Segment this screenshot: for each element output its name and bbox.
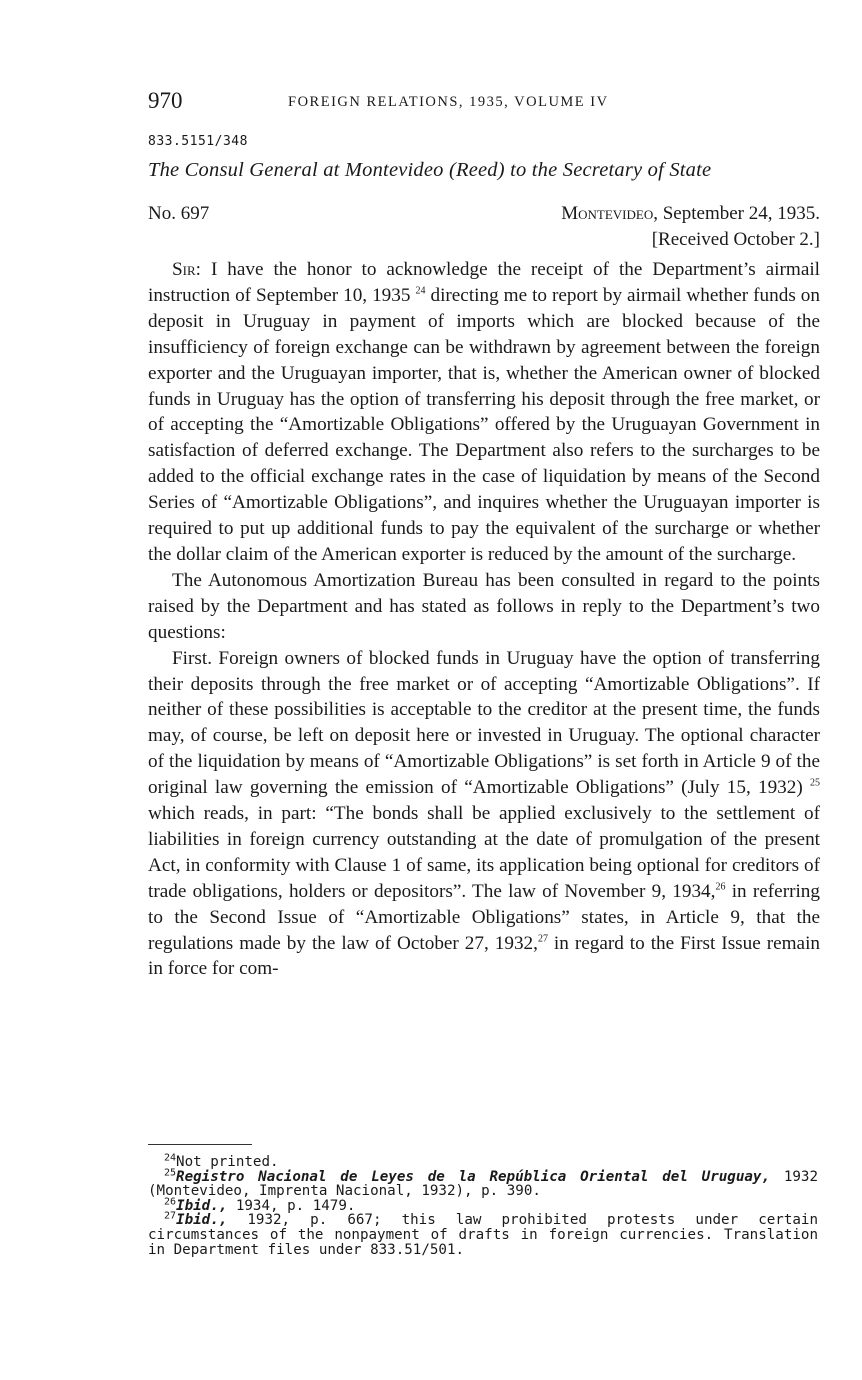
salutation: Sir: xyxy=(172,259,202,280)
page-number: 970 xyxy=(148,88,183,113)
document-title: The Consul General at Montevideo (Reed) to the Secretary of State xyxy=(148,159,712,181)
paragraph-3: First. Foreign owners of blocked funds in Uruguay have the option of transferring their deposits through the free market or of accepting “Amortizable Obligations”. If neither of these possibilities is acceptable to the creditor at the present time, the funds may, of course, be left on deposit here or invested in Uruguay. The optional character of the liquidation by means of “Amortizable Obligations” is set forth in Article 9 of the original law governing the emission of “Amortizable Obligations” (July 15, 1932) $^{25}$ which reads, in part: “The bonds shall be applied exclusively to the settlement of liabilities in foreign currency outstanding at the date of promulgation of the present Act, in conformity with Clause 1 of same, its application being optional for creditors of trade obligations, holders or depositors”. The law of November 9, 1934,26 in referring to the Second Issue of “Amortizable Obligations” states, in Article 9, that the regulations made by the law of October 27, 1932,27 in regard to the First Issue remain in force for com- xyxy=(148,647,820,980)
footnote-27: $^{27}$Ibid., 1932, p. 667; this law prohibited protests under certain circumstances of the nonpayment of drafts in foreign currencies. Translation in Department files under 833.51/501. xyxy=(148,1210,818,1258)
footnote-ref-24: 24 xyxy=(415,285,426,297)
footnote-ref-27: 27 xyxy=(537,933,548,945)
letter-body xyxy=(148,257,820,982)
place: Montevideo xyxy=(561,203,654,224)
paragraph-2: The Autonomous Amortization Bureau has been consulted in regard to the points raised by the Department and has stated as follows in reply to the Department’s two questions: xyxy=(148,569,820,643)
running-head: FOREIGN RELATIONS, 1935, VOLUME IV xyxy=(288,94,609,110)
footnotes xyxy=(148,1152,818,1258)
received-date: [Received October 2.] xyxy=(651,229,820,250)
date: , September 24, 1935. xyxy=(653,203,820,224)
footnote-divider xyxy=(148,1144,252,1145)
page-header xyxy=(148,88,818,118)
footnote-24: $^{24}$Not printed. xyxy=(164,1152,279,1170)
file-number: 833.5151/348 xyxy=(148,134,248,149)
footnote-26: $^{26}$Ibid., 1934, p. 1479. xyxy=(164,1196,356,1214)
place-and-date xyxy=(561,203,820,225)
paragraph-1: Sir: I have the honor to acknowledge the receipt of the Department’s airmail instruction of September 10, 1935 $^{24}$ directing me to report by airmail whether funds on deposit in Uruguay in payment of imports which are blocked because of the insufficiency of foreign exchange can be withdrawn by agreement between the foreign exporter and the Uruguayan importer, that is, whether the American owner of blocked funds in Uruguay has the option of transferring his deposit through the free market, or of accepting the “Amortizable Obligations” offered by the Uruguayan Government in satisfaction of deferred exchange. The Department also refers to the surcharges to be added to the official exchange rates in the case of liquidation by means of the Second Series of “Amortizable Obligations”, and inquires whether the Uruguayan importer is required to put up additional funds to pay the equivalent of the surcharge or whether the dollar claim of the American exporter is reduced by the amount of the surcharge. xyxy=(148,259,820,565)
footnote-25: $^{25}$Registro Nacional de Leyes de la República Oriental del Uruguay, 1932 (Montevideo, Imprenta Nacional, 1932), p. 390. xyxy=(148,1166,818,1200)
footnote-ref-25: 25 xyxy=(810,777,820,789)
footnote-ref-26: 26 xyxy=(715,881,726,893)
document-number: No. 697 xyxy=(148,203,210,224)
